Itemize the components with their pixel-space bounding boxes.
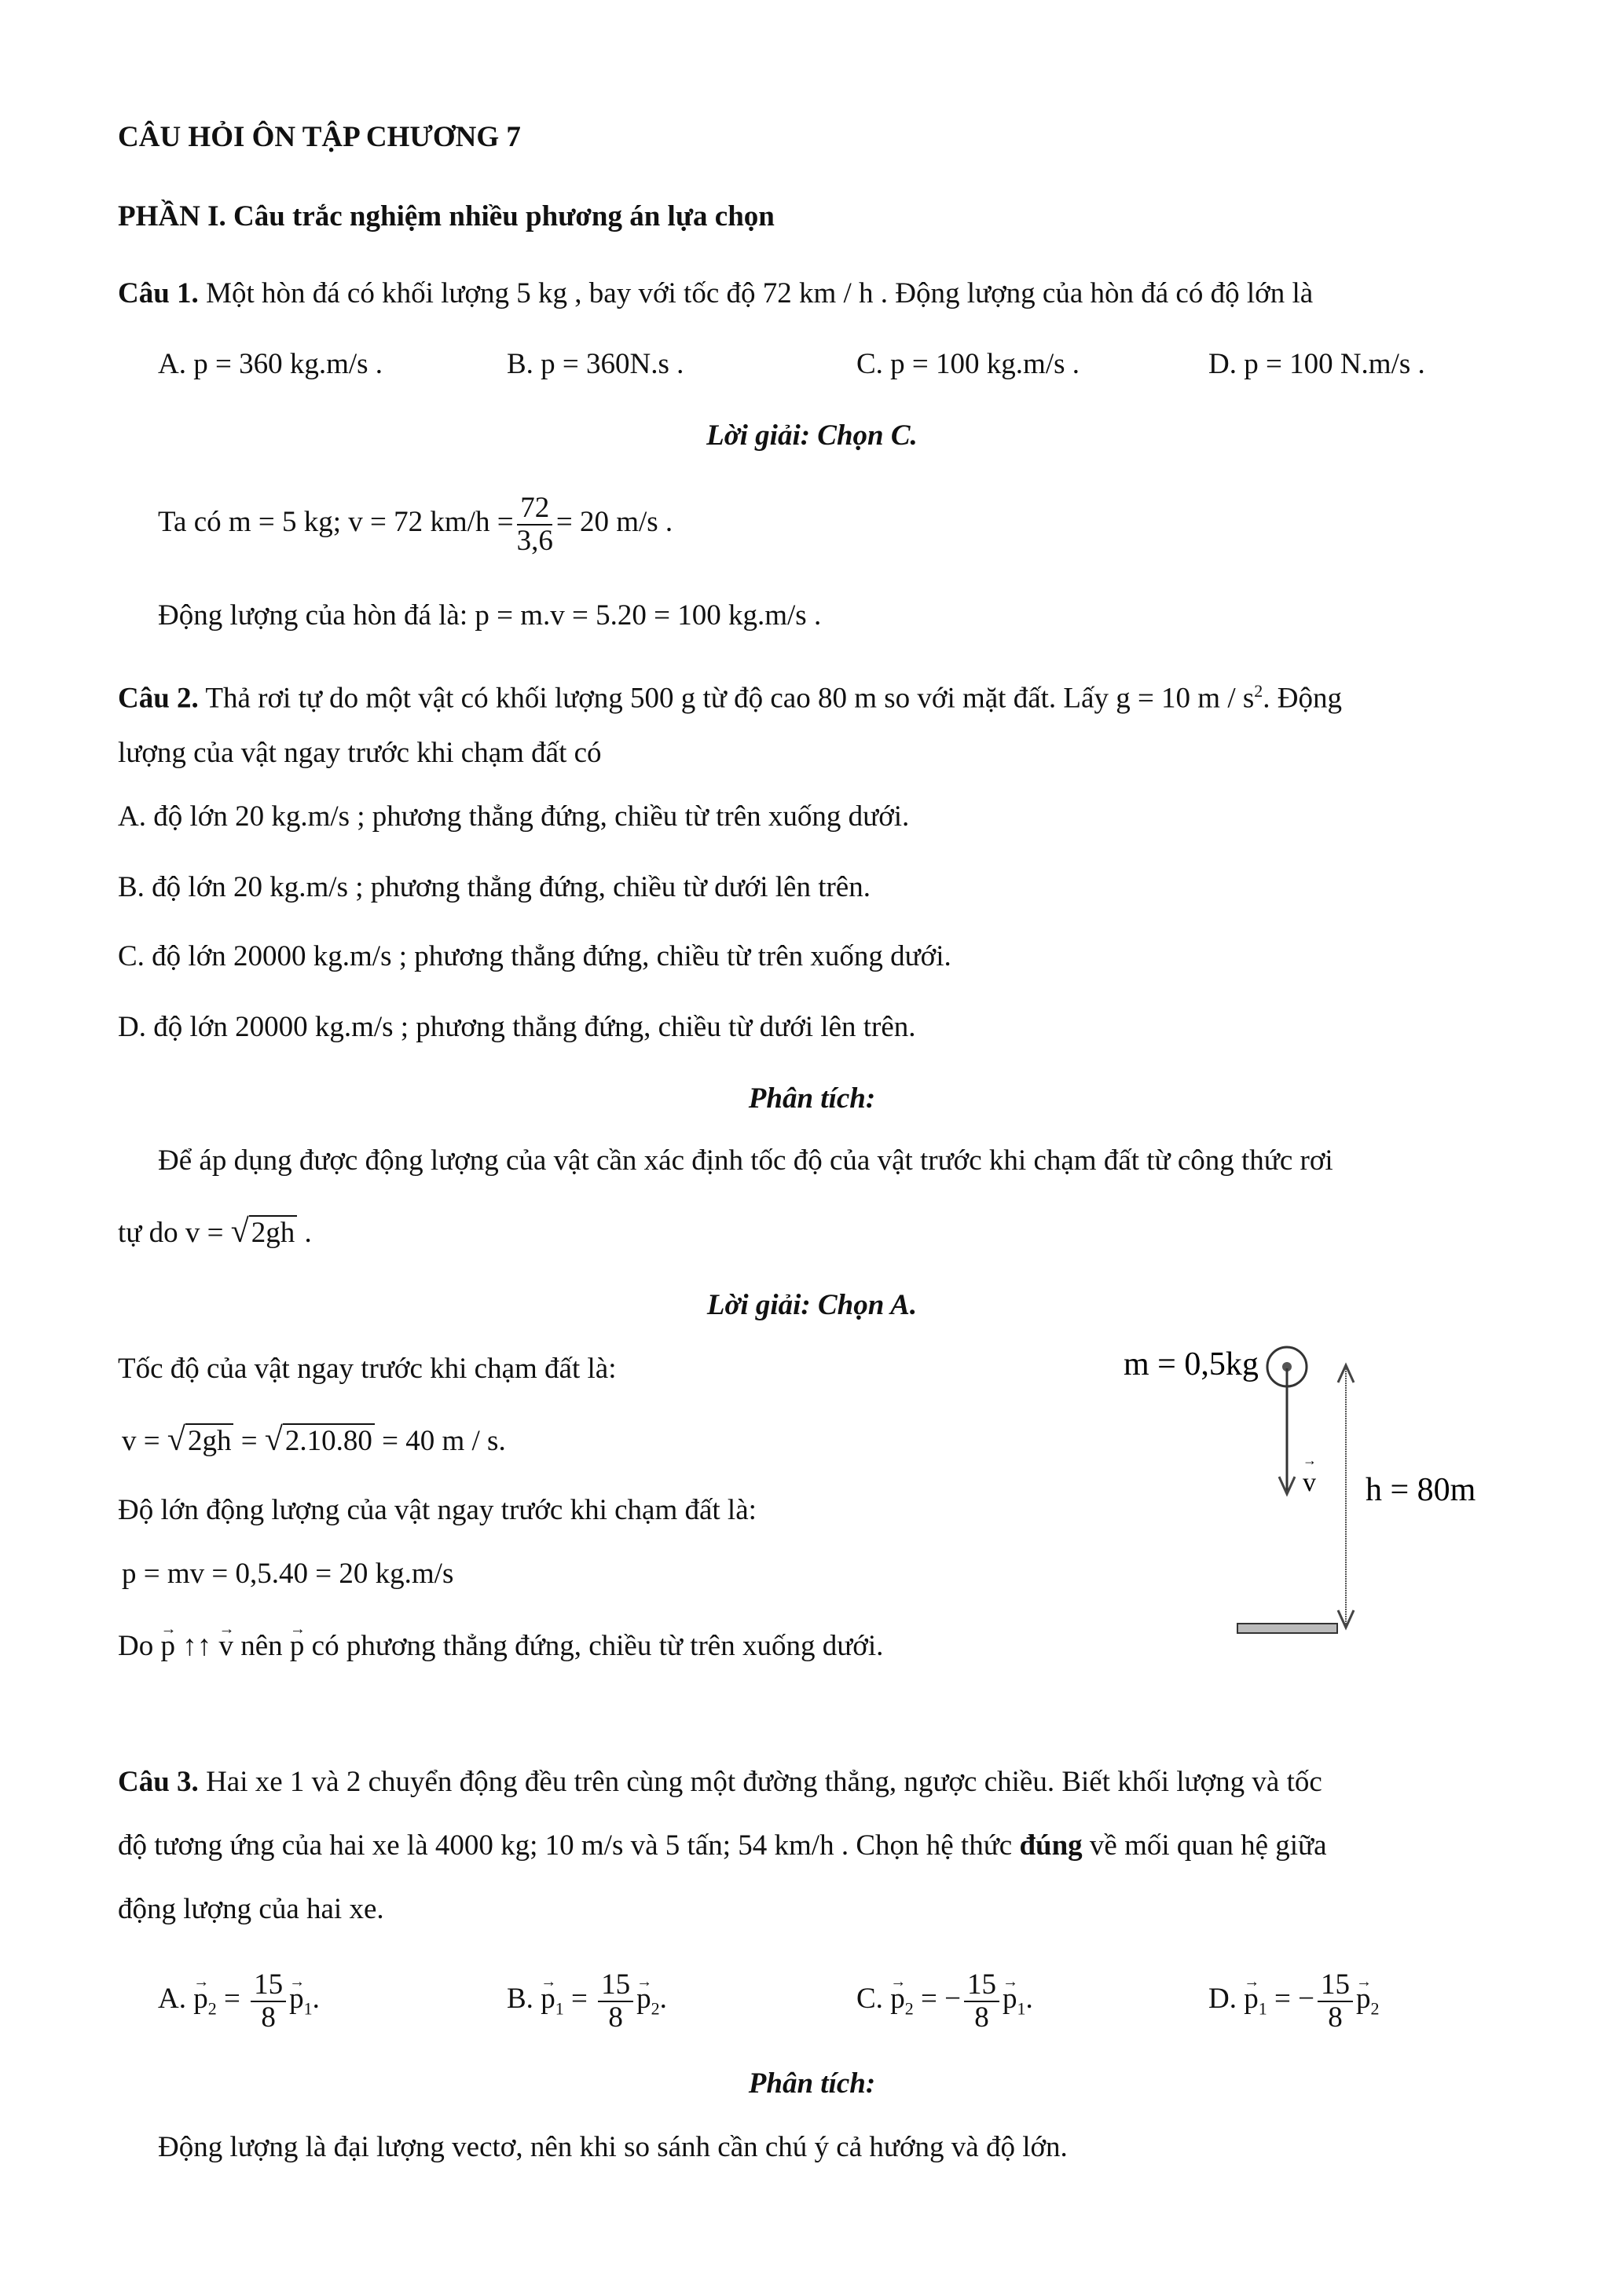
option-letter: B.	[507, 1983, 533, 2015]
numerator: 15	[964, 1969, 999, 2002]
vector-p: → p	[1003, 1964, 1017, 2034]
subscript: 1	[303, 1998, 313, 2019]
question-label: Câu 2.	[118, 682, 199, 715]
text: Do	[118, 1630, 161, 1662]
sqrt-content: 2gh	[249, 1215, 298, 1249]
fraction	[598, 1969, 633, 2034]
text: nên	[233, 1630, 290, 1662]
denominator: 8	[608, 2001, 623, 2034]
subscript: 2	[207, 1998, 217, 2019]
q2-analysis-1: Để áp dụng được động lượng của vật cần xác định tốc độ của vật trước khi chạm đất từ công thức rơi	[158, 1144, 1333, 1177]
q2-option-b: B. độ lớn 20 kg.m/s ; phương thẳng đứng, chiều từ dưới lên trên.	[118, 871, 871, 903]
text: =	[233, 1425, 258, 1457]
question-text: Thả rơi tự do một vật có khối lượng 500 g từ độ cao 80 m so với mặt đất. Lấy g = 10 m / s	[198, 682, 1255, 715]
q2-option-c: C. độ lớn 20000 kg.m/s ; phương thẳng đứng, chiều từ trên xuống dưới.	[118, 940, 951, 972]
ground-icon	[1237, 1624, 1337, 1633]
q2-solution-2	[122, 1421, 506, 1460]
denominator: 3,6	[516, 524, 553, 557]
sqrt-icon: √	[230, 1214, 249, 1250]
numerator: 15	[1318, 1969, 1353, 2002]
q3-option-b: B. → $p_1$ = $\frac{15}{8}$ → $p_2$.	[507, 1964, 667, 2044]
subscript: 2	[1370, 1998, 1380, 2019]
vector-p: → p	[890, 1964, 905, 2034]
question-text: . Động	[1263, 682, 1343, 715]
exponent: 2	[1254, 681, 1263, 701]
q3-analysis-title: Phân tích:	[748, 2067, 876, 2100]
text: tự do v =	[118, 1217, 224, 1249]
text: .	[1025, 1983, 1033, 2015]
emphasis: đúng	[1019, 1829, 1083, 1862]
vector-p: → p	[636, 1964, 651, 2034]
velocity-label: v	[1303, 1468, 1316, 1497]
q2-solution-3: Độ lớn động lượng của vật ngay trước khi chạm đất là:	[118, 1494, 757, 1526]
question-2-cont: lượng của vật ngay trước khi chạm đất có	[118, 737, 602, 769]
fraction	[251, 1969, 286, 2034]
q2-solution-1: Tốc độ của vật ngay trước khi chạm đất là:	[118, 1353, 617, 1385]
part-heading: PHẦN I. Câu trắc nghiệm nhiều phương án lựa chọn	[118, 200, 775, 233]
question-3	[118, 1763, 1322, 1801]
fraction	[964, 1969, 999, 2034]
question-label: Câu 1.	[118, 277, 199, 309]
vector-p: → p	[1244, 1964, 1259, 2034]
q1-solution-line-2: Động lượng của hòn đá là: p = m.v = 5.20 = 100 kg.m/s .	[158, 599, 822, 632]
free-fall-diagram	[1100, 1320, 1540, 1697]
q2-option-d: D. độ lớn 20000 kg.m/s ; phương thẳng đứng, chiều từ dưới lên trên.	[118, 1011, 916, 1043]
text: có phương thẳng đứng, chiều từ trên xuống dưới.	[304, 1630, 884, 1662]
q3-option-c: C. → $p_2$ = − $\frac{15}{8}$ → $p_1$.	[856, 1964, 1033, 2044]
text: = 40 m / s.	[374, 1425, 506, 1457]
fraction	[1318, 1969, 1353, 2034]
question-3-cont-2: động lượng của hai xe.	[118, 1893, 384, 1925]
sqrt-content: 2gh	[185, 1423, 234, 1457]
chapter-title: CÂU HỎI ÔN TẬP CHƯƠNG 7	[118, 121, 521, 153]
text: v =	[122, 1425, 160, 1457]
vector-arrow-icon: →	[1303, 1452, 1317, 1468]
text: Ta có m = 5 kg; v = 72 km/h =	[158, 506, 514, 538]
subscript: 2	[904, 1998, 914, 2019]
q3-option-a: A. → $p_2$ = $\frac{15}{8}$ → $p_1$.	[158, 1964, 320, 2044]
q1-option-d: D. p = 100 N.m/s .	[1208, 348, 1425, 380]
vector-p: → p	[1356, 1964, 1371, 2034]
q3-analysis-1: Động lượng là đại lượng vectơ, nên khi so sánh cần chú ý cả hướng và độ lớn.	[158, 2131, 1068, 2163]
option-letter: A.	[158, 1983, 186, 2015]
text: ↑↑	[174, 1630, 219, 1662]
q1-solution-line-1	[158, 487, 673, 558]
q1-option-b: B. p = 360N.s .	[507, 348, 684, 380]
question-1	[118, 275, 1313, 313]
option-letter: D.	[1208, 1983, 1237, 2015]
question-text: Một hòn đá có khối lượng 5 kg , bay với tốc độ 72 km / h . Động lượng của hòn đá có độ lớn là	[198, 277, 1314, 309]
q2-analysis-title: Phân tích:	[748, 1082, 876, 1115]
denominator: 8	[1328, 2001, 1343, 2034]
q2-solution-4: p = mv = 0,5.40 = 20 kg.m/s	[122, 1558, 454, 1590]
text: = 20 m/s .	[555, 506, 673, 538]
option-letter: C.	[856, 1983, 883, 2015]
text: .	[659, 1983, 667, 2015]
question-text: Hai xe 1 và 2 chuyển động đều trên cùng một đường thẳng, ngược chiều. Biết khối lượng và tốc	[198, 1766, 1322, 1798]
sqrt-content: 2.10.80	[283, 1423, 375, 1457]
text: .	[297, 1217, 312, 1249]
q3-option-d: D. → $p_1$ = − $\frac{15}{8}$ → $p_2$	[1208, 1964, 1379, 2044]
q2-analysis-2	[118, 1213, 312, 1252]
denominator: 8	[974, 2001, 989, 2034]
q2-solution-title: Lời giải: Chọn A.	[706, 1289, 918, 1321]
mass-label: m = 0,5kg	[1124, 1346, 1259, 1382]
minus-sign: −	[944, 1983, 961, 2015]
text: về mối quan hệ giữa	[1082, 1829, 1327, 1862]
numerator: 15	[251, 1969, 286, 2002]
vector-p: → p	[193, 1964, 208, 2034]
fraction	[517, 493, 553, 557]
vector-p: → p	[290, 1628, 305, 1665]
q1-option-a: A. p = 360 kg.m/s .	[158, 348, 383, 380]
question-2	[118, 672, 1342, 717]
minus-sign: −	[1298, 1983, 1314, 2015]
height-label: h = 80m	[1366, 1472, 1476, 1508]
q2-solution-5	[118, 1628, 883, 1665]
vector-p: → p	[160, 1628, 175, 1665]
q2-option-a: A. độ lớn 20 kg.m/s ; phương thẳng đứng, chiều từ trên xuống dưới.	[118, 800, 910, 833]
subscript: 1	[1258, 1998, 1267, 2019]
denominator: 8	[261, 2001, 276, 2034]
q1-option-c: C. p = 100 kg.m/s .	[856, 348, 1080, 380]
subscript: 2	[651, 1998, 660, 2019]
question-label: Câu 3.	[118, 1766, 199, 1798]
subscript: 1	[555, 1998, 564, 2019]
text: .	[312, 1983, 320, 2015]
subscript: 1	[1017, 1998, 1026, 2019]
vector-v: → v	[218, 1628, 233, 1665]
numerator: 72	[517, 493, 552, 525]
text: độ tương ứng của hai xe là 4000 kg; 10 m/s và 5 tấn; 54 km/h . Chọn hệ thức	[118, 1829, 1020, 1862]
sqrt-icon: √	[167, 1422, 185, 1458]
question-3-cont	[118, 1827, 1327, 1865]
numerator: 15	[598, 1969, 633, 2002]
vector-p: → p	[541, 1964, 555, 2034]
sqrt-icon: √	[264, 1422, 283, 1458]
vector-p: → p	[289, 1964, 304, 2034]
q1-solution-title: Lời giải: Chọn C.	[706, 419, 918, 452]
